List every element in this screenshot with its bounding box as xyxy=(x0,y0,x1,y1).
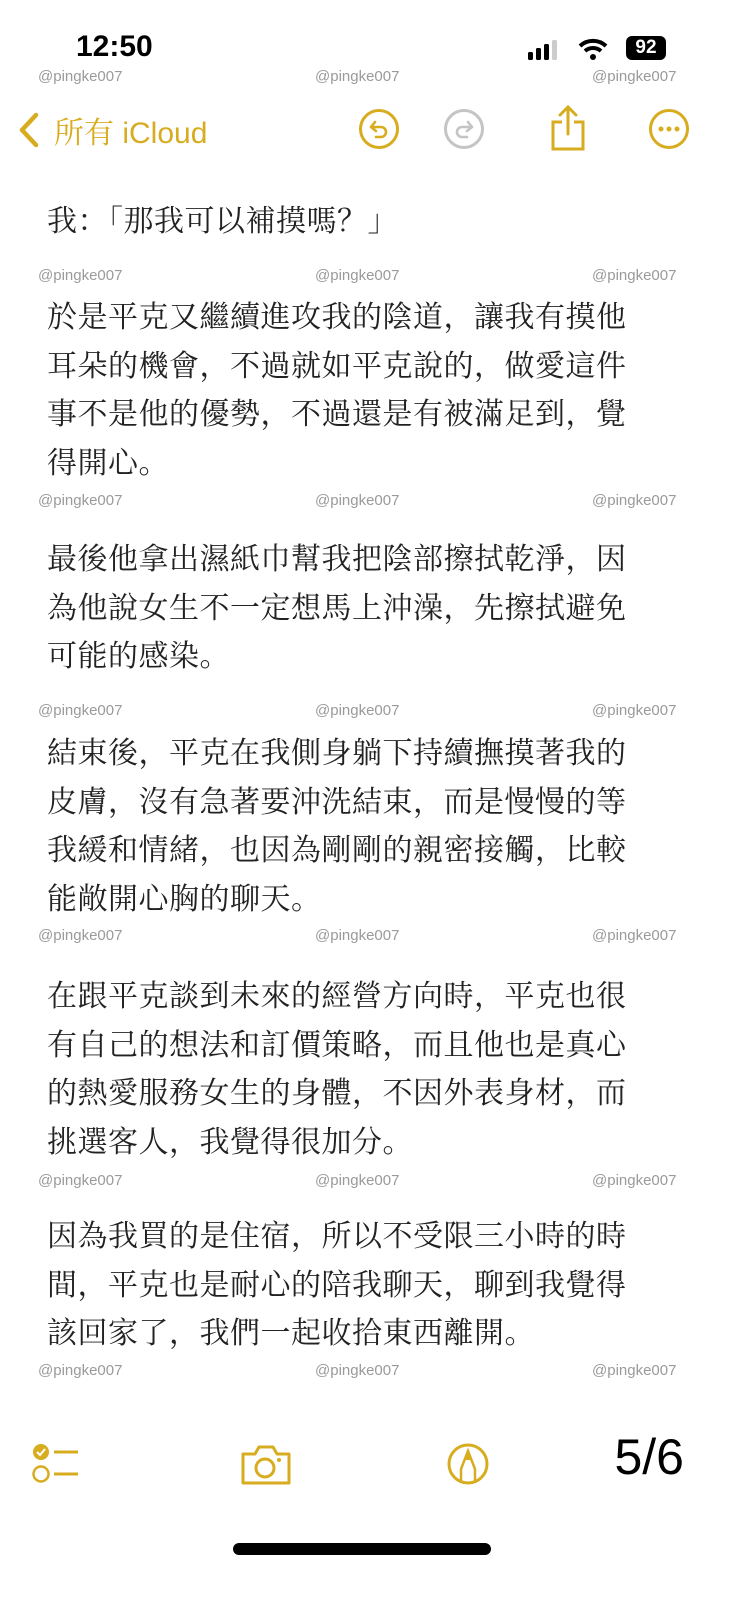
battery-icon xyxy=(626,36,666,60)
watermark-text: @pingke007 xyxy=(38,927,123,944)
watermark-text: @pingke007 xyxy=(315,702,400,719)
watermark-text: @pingke007 xyxy=(592,1172,677,1189)
wifi-icon xyxy=(578,38,608,60)
text-line: 我：「那我可以補摸嗎？」 xyxy=(47,204,398,239)
watermark-text: @pingke007 xyxy=(592,702,677,719)
paragraph xyxy=(47,536,697,682)
markup-pen-icon[interactable] xyxy=(446,1442,490,1486)
share-icon[interactable] xyxy=(548,104,588,152)
paragraph xyxy=(47,294,697,488)
text-line: 該回家了，我們一起收拾東西離開。 xyxy=(47,1316,535,1351)
text-line: 能敞開心胸的聊天。 xyxy=(47,881,322,917)
watermark-text: @pingke007 xyxy=(592,1362,677,1379)
redo-icon[interactable] xyxy=(443,108,485,150)
text-line: 皮膚，沒有急著要沖洗結束，而是慢慢的等 xyxy=(47,784,627,820)
paragraph xyxy=(47,198,697,247)
text-line: 得開心。 xyxy=(47,445,169,481)
text-line: 因為我買的是住宿，所以不受限三小時的時 xyxy=(47,1219,627,1254)
watermark-text: @pingke007 xyxy=(38,1172,123,1189)
text-line: 有自己的想法和訂價策略，而且他也是真心 xyxy=(47,1027,627,1063)
watermark-text: @pingke007 xyxy=(38,1362,123,1379)
watermark-text: @pingke007 xyxy=(592,68,677,85)
battery-level: 92 xyxy=(635,37,657,58)
watermark-text: @pingke007 xyxy=(38,267,123,284)
text-line: 於是平克又繼續進攻我的陰道，讓我有摸他 xyxy=(47,300,627,335)
chevron-left-icon xyxy=(16,111,42,149)
text-line: 在跟平克談到未來的經營方向時，平克也很 xyxy=(47,979,627,1014)
paragraph xyxy=(47,1213,697,1359)
text-line: 可能的感染。 xyxy=(47,639,230,674)
watermark-text: @pingke007 xyxy=(38,492,123,509)
back-label: 所有 iCloud xyxy=(54,117,208,150)
watermark-text: @pingke007 xyxy=(315,1362,400,1379)
watermark-text: @pingke007 xyxy=(315,492,400,509)
watermark-text: @pingke007 xyxy=(592,492,677,509)
text-line: 的熱愛服務女生的身體，不因外表身材，而 xyxy=(47,1076,627,1111)
cellular-signal-icon xyxy=(528,40,562,60)
paragraph xyxy=(47,973,697,1167)
camera-icon[interactable] xyxy=(240,1444,292,1486)
more-options-icon[interactable] xyxy=(648,108,690,150)
watermark-text: @pingke007 xyxy=(315,68,400,85)
back-button[interactable] xyxy=(16,108,207,152)
paragraph xyxy=(47,730,697,924)
text-line: 我緩和情緒，也因為剛剛的親密接觸，比較 xyxy=(47,833,627,868)
text-line: 間，平克也是耐心的陪我聊天，聊到我覺得 xyxy=(47,1267,627,1303)
watermark-text: @pingke007 xyxy=(315,927,400,944)
text-line: 最後他拿出濕紙巾幫我把陰部擦拭乾淨，因 xyxy=(47,542,627,577)
undo-icon[interactable] xyxy=(358,108,400,150)
text-line: 耳朵的機會，不過就如平克說的，做愛這件 xyxy=(47,348,627,384)
watermark-text: @pingke007 xyxy=(592,927,677,944)
watermark-text: @pingke007 xyxy=(38,68,123,85)
home-indicator[interactable] xyxy=(233,1543,491,1555)
checklist-icon[interactable] xyxy=(32,1442,82,1486)
text-line: 挑選客人，我覺得很加分。 xyxy=(47,1124,413,1160)
page-indicator: 5/6 xyxy=(614,1429,684,1485)
watermark-text: @pingke007 xyxy=(315,267,400,284)
watermark-text: @pingke007 xyxy=(315,1172,400,1189)
text-line: 結束後，平克在我側身躺下持續撫摸著我的 xyxy=(47,736,627,771)
text-line: 為他說女生不一定想馬上沖澡，先擦拭避免 xyxy=(47,590,627,626)
watermark-text: @pingke007 xyxy=(38,702,123,719)
watermark-text: @pingke007 xyxy=(592,267,677,284)
text-line: 事不是他的優勢，不過還是有被滿足到，覺 xyxy=(47,397,627,432)
status-time: 12:50 xyxy=(76,30,153,63)
